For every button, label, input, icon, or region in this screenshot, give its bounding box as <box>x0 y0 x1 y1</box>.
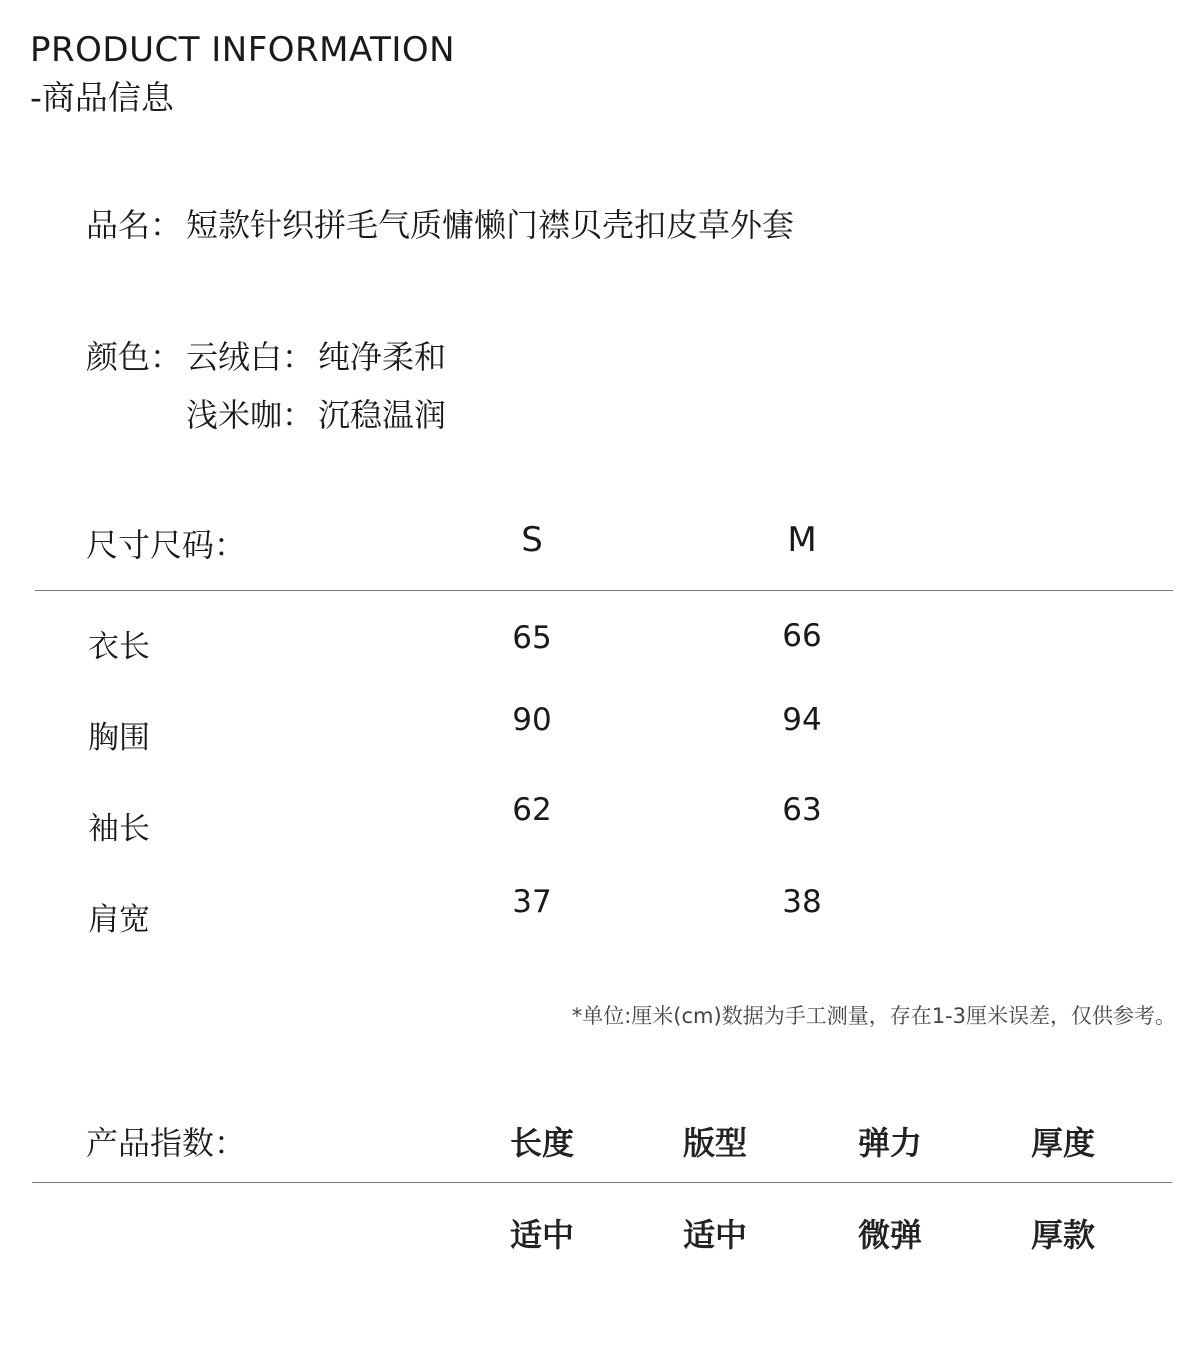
size-row-label-chest: 胸围 <box>88 720 150 756</box>
color-name-2: 浅米咖： <box>186 396 315 434</box>
product-name-label: 品名： <box>86 206 183 244</box>
index-value-elasticity: 微弹 <box>857 1216 923 1254</box>
index-header-thickness: 厚度 <box>1030 1124 1096 1162</box>
index-value-thickness: 厚款 <box>1030 1216 1096 1254</box>
page-title-cn: -商品信息 <box>30 78 174 117</box>
color-name-1: 云绒白： <box>186 338 315 376</box>
size-value-sleeve-s: 62 <box>512 792 552 828</box>
size-table-divider <box>35 590 1173 591</box>
index-header-elasticity: 弹力 <box>857 1124 923 1162</box>
index-table-label: 产品指数： <box>86 1124 247 1162</box>
size-value-length-s: 65 <box>512 620 552 656</box>
size-value-shoulder-m: 38 <box>782 884 822 920</box>
size-note: *单位:厘米(cm)数据为手工测量，存在1-3厘米误差，仅供参考。 <box>571 1004 1176 1028</box>
color-desc-2: 沉稳温润 <box>318 396 447 434</box>
size-value-sleeve-m: 63 <box>782 792 822 828</box>
size-value-chest-m: 94 <box>782 702 822 738</box>
color-desc-1: 纯净柔和 <box>318 338 447 376</box>
index-value-fit: 适中 <box>682 1216 748 1254</box>
product-name-value: 短款针织拼毛气质慵懒门襟贝壳扣皮草外套 <box>186 206 795 244</box>
size-value-length-m: 66 <box>782 618 822 654</box>
size-row-label-shoulder: 肩宽 <box>88 902 150 938</box>
size-value-shoulder-s: 37 <box>512 884 552 920</box>
size-row-label-sleeve: 袖长 <box>88 811 150 847</box>
page-title-en: PRODUCT INFORMATION <box>30 30 456 70</box>
size-row-label-length: 衣长 <box>88 629 150 665</box>
size-table-label: 尺寸尺码： <box>86 526 247 564</box>
index-header-length: 长度 <box>509 1124 575 1162</box>
index-header-fit: 版型 <box>682 1124 748 1162</box>
color-label: 颜色： <box>86 338 183 376</box>
index-value-length: 适中 <box>509 1216 575 1254</box>
index-table-divider <box>32 1182 1172 1183</box>
size-column-m: M <box>787 520 817 560</box>
size-value-chest-s: 90 <box>512 702 552 738</box>
size-column-s: S <box>521 520 543 560</box>
